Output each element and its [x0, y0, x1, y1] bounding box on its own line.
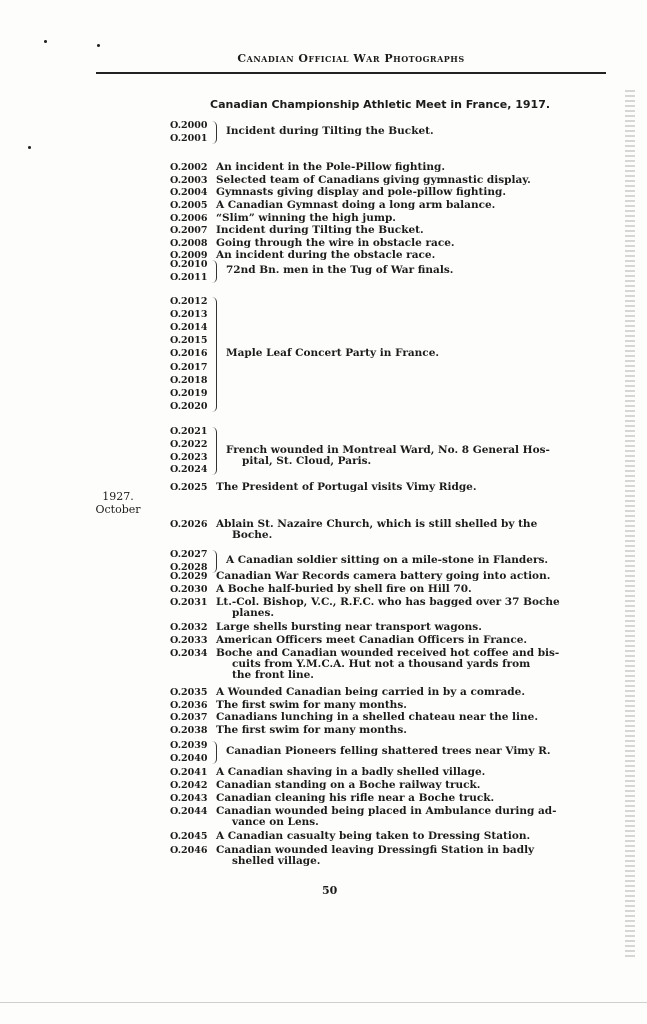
section-title: Canadian Championship Athletic Meet in France, 1917. — [210, 98, 551, 111]
photo-number: O.2034 — [170, 648, 208, 659]
entry-description: 72nd Bn. men in the Tug of War finals. — [226, 264, 454, 277]
photo-number: O.2037 — [170, 712, 208, 723]
photo-number: O.2006 — [170, 213, 208, 224]
entry-description: Canadian wounded being placed in Ambulance during ad- — [216, 805, 557, 817]
photo-number: O.2021 — [170, 426, 208, 437]
entry-description: A Canadian Gymnast doing a long arm balance. — [216, 199, 496, 211]
entry-description: Canadian Pioneers felling shattered trees near Vimy R. — [226, 745, 551, 758]
entry-description: The first swim for many months. — [216, 699, 407, 711]
scan-speck — [28, 146, 31, 149]
entry-description: Incident during Tilting the Bucket. — [226, 125, 434, 138]
scan-speck — [97, 44, 100, 47]
photo-number: O.2032 — [170, 622, 208, 633]
entry-description: Canadian standing on a Boche railway truck. — [216, 779, 481, 791]
photo-number: O.2019 — [170, 387, 208, 399]
photo-number: O.2007 — [170, 225, 208, 236]
photo-number: O.2026 — [170, 519, 208, 530]
entry-description: The first swim for many months. — [216, 724, 407, 736]
entry-description: Canadian wounded leaving Dressingfi Station in badly — [216, 844, 535, 856]
entry-description: Large shells bursting near transport wagons. — [216, 621, 482, 633]
photo-number: O.2031 — [170, 597, 208, 608]
entry-continuation: pital, St. Cloud, Paris. — [242, 455, 372, 468]
entry-description: French wounded in Montreal Ward, No. 8 General Hos- — [226, 444, 550, 457]
entry-description: An incident in the Pole-Pillow fighting. — [216, 161, 445, 173]
entry-description: A Canadian shaving in a badly shelled village. — [216, 766, 486, 778]
photo-number: O.2038 — [170, 725, 208, 736]
entry-description: An incident during the obstacle race. — [216, 249, 436, 261]
photo-number: O.2024 — [170, 464, 208, 476]
entry-description: Gymnasts giving display and pole-pillow fighting. — [216, 186, 507, 198]
entry-description: Ablain St. Nazaire Church, which is still shelled by the — [216, 518, 538, 530]
entry-description: Canadian War Records camera battery going into action. — [216, 570, 551, 582]
entry-description: Going through the wire in obstacle race. — [216, 237, 455, 249]
scan-speck — [44, 40, 47, 43]
photo-number: O.2001 — [170, 132, 208, 144]
photo-number: O.2025 — [170, 482, 208, 493]
photo-number: O.2010 — [170, 259, 208, 270]
photo-number: O.2003 — [170, 175, 208, 186]
photo-number: O.2039 — [170, 740, 208, 751]
entry-description: Canadians lunching in a shelled chateau near the line. — [216, 711, 538, 723]
entry-continuation: the front line. — [232, 669, 314, 681]
photo-number: O.2011 — [170, 271, 208, 283]
photo-number: O.2033 — [170, 635, 208, 646]
photo-number: O.2029 — [170, 571, 208, 582]
photo-number: O.2005 — [170, 200, 208, 211]
photo-number: O.2044 — [170, 806, 208, 817]
entry-description: A Canadian casualty being taken to Dressing Station. — [216, 830, 531, 842]
photo-number: O.2046 — [170, 845, 208, 856]
photo-number: O.2045 — [170, 831, 208, 842]
entry-continuation: shelled village. — [232, 855, 321, 867]
entry-continuation: Boche. — [232, 529, 273, 541]
photo-number: O.2043 — [170, 793, 208, 804]
entry-description: Incident during Tilting the Bucket. — [216, 224, 424, 236]
photo-number: O.2002 — [170, 162, 208, 173]
photo-number: O.2020 — [170, 400, 208, 412]
entry-continuation: planes. — [232, 607, 275, 619]
header-rule — [96, 72, 606, 74]
group-brace — [212, 741, 217, 764]
photo-number: O.2013 — [170, 309, 208, 321]
entry-continuation: vance on Lens. — [232, 816, 319, 828]
photo-number: O.2023 — [170, 451, 208, 463]
entry-description: A Boche half-buried by shell fire on Hill 70. — [216, 583, 472, 595]
entry-description: A Wounded Canadian being carried in by a comrade. — [216, 686, 525, 698]
scan-edge-shadow — [625, 90, 635, 960]
entry-continuation: cuits from Y.M.C.A. Hut not a thousand yards from — [232, 658, 531, 670]
photo-number: O.2035 — [170, 687, 208, 698]
photo-number: O.2040 — [170, 752, 208, 764]
photo-number: O.2016 — [170, 348, 208, 360]
photo-number: O.2008 — [170, 238, 208, 249]
photo-number: O.2030 — [170, 584, 208, 595]
group-brace — [212, 121, 217, 144]
entry-description: “Slim” winning the high jump. — [216, 212, 396, 224]
side-date-month: October — [95, 503, 141, 516]
photo-number: O.2036 — [170, 700, 208, 711]
bottom-edge — [0, 1002, 647, 1003]
side-date — [88, 490, 148, 516]
photo-number: O.2015 — [170, 335, 208, 347]
photo-number: O.2000 — [170, 120, 208, 131]
photo-number: O.2042 — [170, 780, 208, 791]
photo-number: O.2027 — [170, 549, 208, 560]
photo-number: O.2012 — [170, 296, 208, 307]
photo-number: O.2041 — [170, 767, 208, 778]
photo-number: O.2018 — [170, 374, 208, 386]
entry-description: Canadian cleaning his rifle near a Boche truck. — [216, 792, 495, 804]
entry-description: Lt.-Col. Bishop, V.C., R.F.C. who has bagged over 37 Boche — [216, 596, 560, 608]
entry-description: Maple Leaf Concert Party in France. — [226, 347, 440, 360]
photo-number: O.2014 — [170, 322, 208, 334]
page-number: 50 — [322, 884, 338, 897]
photo-number: O.2022 — [170, 438, 208, 450]
entry-description: Selected team of Canadians giving gymnastic display. — [216, 174, 531, 186]
photo-number: O.2028 — [170, 561, 208, 573]
photo-number: O.2017 — [170, 361, 208, 373]
group-brace — [212, 260, 217, 283]
entry-description: American Officers meet Canadian Officers in France. — [216, 634, 528, 646]
group-brace — [212, 297, 217, 412]
page-header: Canadian Official War Photographs — [237, 52, 465, 65]
entry-description: A Canadian soldier sitting on a mile-stone in Flanders. — [226, 554, 549, 567]
entry-description: The President of Portugal visits Vimy Ridge. — [216, 481, 477, 493]
group-brace — [212, 427, 217, 475]
side-date-year: 1927. — [102, 490, 134, 503]
photo-number: O.2004 — [170, 187, 208, 198]
entry-description: Boche and Canadian wounded received hot coffee and bis- — [216, 647, 560, 659]
photo-number: O.2009 — [170, 250, 208, 261]
